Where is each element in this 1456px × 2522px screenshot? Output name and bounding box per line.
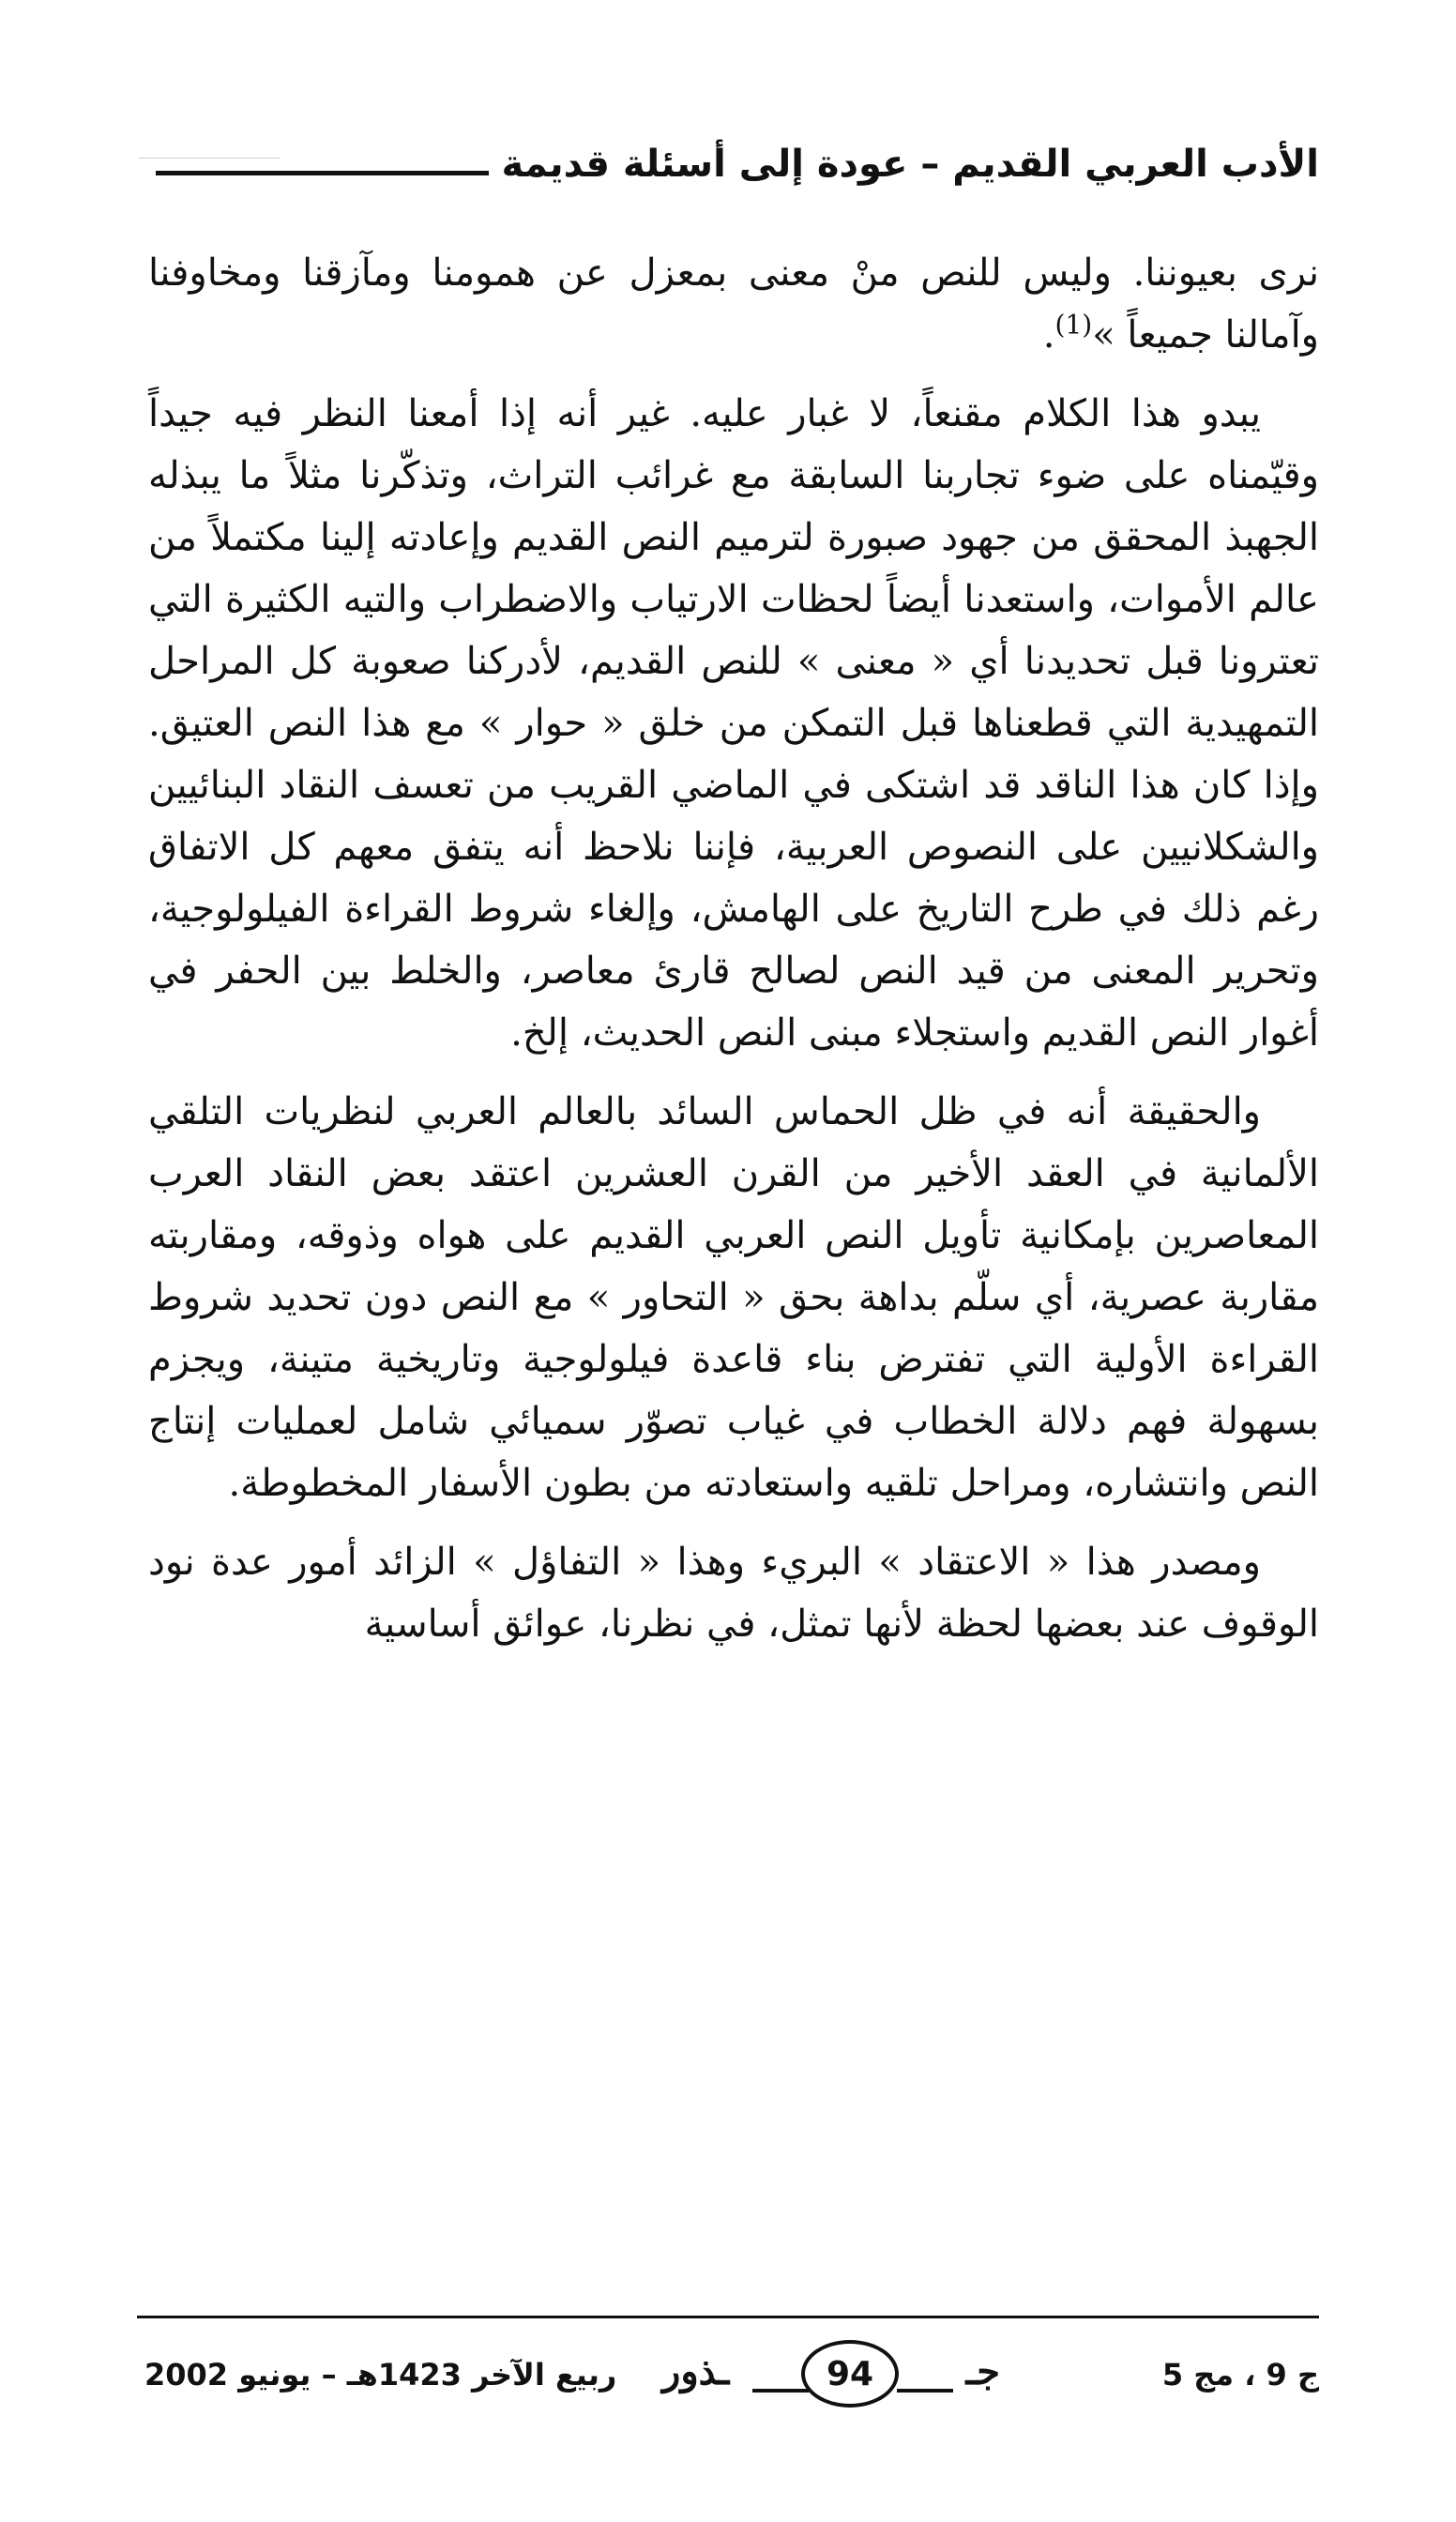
journal-name-part-right: جـ: [965, 2349, 1000, 2393]
paragraph-1-end: .: [1042, 313, 1055, 357]
running-header: [156, 131, 1319, 197]
body-text: [148, 242, 1319, 1655]
paragraph-2: يبدو هذا الكلام مقنعاً، لا غبار عليه. غير أنه إذا أمعنا النظر فيه جيداً وقيّمناه على ضوء تجاربنا السابقة مع غرائب التراث، وتذكّرنا مثلاً ما يبذله الجهبذ المحقق من جهود صبورة لترميم النص القديم وإعادته إلينا مكتملاً من عالم الأموات، واستعدنا أيضاً لحظات الارتياب والاضطراب والتيه الكثيرة التي تعترونا قبل تحديدنا أي « معنى » للنص القديم، لأدركنا صعوبة كل المراحل التمهيدية التي قطعناها قبل التمكن من خلق « حوار » مع هذا النص العتيق. وإذا كان هذا الناقد قد اشتكى في الماضي القريب من تعسف النقاد البنائيين والشكلانيين على النصوص العربية، فإننا نلاحظ أنه يتفق معهم كل الاتفاق رغم ذلك في طرح التاريخ على الهامش، وإلغاء شروط القراءة الفيلولوجية، وتحرير المعنى من قيد النص لصالح قارئ معاصر، والخلط بين الحفر في أغوار النص القديم واستجلاء مبنى النص الحديث، إلخ.: [148, 392, 1319, 1055]
running-header-title: الأدب العربي القديم – عودة إلى أسئلة قديمة: [501, 143, 1319, 186]
header-rule: [156, 171, 489, 175]
paragraph-3: والحقيقة أنه في ظل الحماس السائد بالعالم العربي لنظريات التلقي الألمانية في العقد الأخير من القرن العشرين اعتقد بعض النقاد العرب المعاصرين بإمكانية تأويل النص العربي القديم على هواه وذوقه، ومقاربته مقاربة عصرية، أي سلّم بداهة بحق « التحاور » مع النص دون تحديد شروط القراءة الأولية التي تفترض بناء قاعدة فيلولوجية وتاريخية متينة، ويجزم بسهولة فهم دلالة الخطاب في غياب تصوّر سميائي شامل لعمليات إنتاج النص وانتشاره، ومراحل تلقيه واستعادته من بطون الأسفار المخطوطة.: [148, 1090, 1319, 1505]
volume-number: ج 9 ، مج 5: [1161, 2357, 1319, 2393]
footer-rule: [137, 2316, 1319, 2318]
paragraph-continuation: [148, 242, 1319, 366]
paragraph-4: ومصدر هذا « الاعتقاد » البريء وهذا « التفاؤل » الزائد أمور عدة نود الوقوف عند بعضها لحظة لأنها تمثل، في نظرنا، عوائق أساسية: [148, 1541, 1319, 1646]
journal-name-mark: [662, 2340, 1000, 2415]
page-footer: [137, 2336, 1319, 2421]
faint-top-rule: [139, 158, 280, 159]
paragraph-1-text: نرى بعيوننا. وليس للنص منْ معنى بمعزل عن همومنا ومآزقنا ومخاوفنا وآمالنا جميعاً »: [148, 251, 1319, 357]
issue-date: ربيع الآخر 1423هـ – يونيو 2002: [144, 2357, 617, 2393]
journal-name-line-right: [897, 2389, 953, 2393]
journal-name-line-left: [752, 2389, 809, 2393]
page-number: 94: [801, 2340, 899, 2408]
journal-name-part-left: ـذور: [662, 2349, 730, 2393]
footnote-marker: (1): [1054, 309, 1093, 341]
